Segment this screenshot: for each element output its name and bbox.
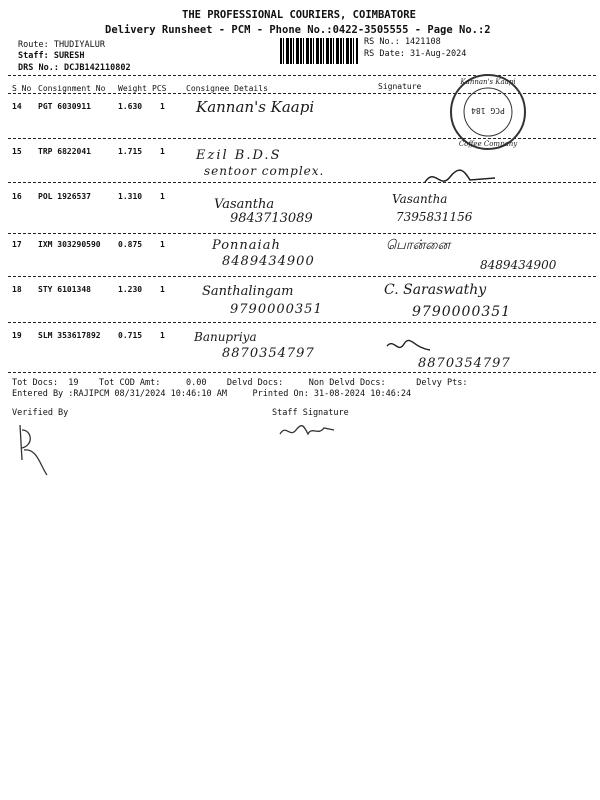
row-consignment: STY 6101348 [38,285,91,294]
col-sno: S No [12,84,32,93]
row-pcs: 1 [160,331,165,340]
entered-by-line: Entered By :RAJIPCM 08/31/2024 10:46:10 AM Printed On: 31-08-2024 10:46:24 [12,389,412,399]
row-weight: 1.630 [118,102,143,111]
row-pcs: 1 [160,240,165,249]
row-consignment: POL 1926537 [38,192,91,201]
row-consignment: TRP 6822041 [38,147,91,156]
verified-by-label: Verified By [12,408,69,418]
row-signature-line2: 8870354797 [418,356,511,371]
row-consignee-line1: Banupriya [194,330,257,344]
row-consignment: SLM 353617892 [38,331,101,340]
row-consignee-line2: 8489434900 [222,254,315,269]
drs-number: DRS No.: DCJB142110802 [18,63,131,73]
row-signature-line2: 7395831156 [396,210,473,224]
row-weight: 1.310 [118,192,143,201]
row-sno: 17 [12,240,22,249]
barcode [280,38,358,64]
divider [8,182,596,183]
row-weight: 1.715 [118,147,143,156]
route-label: Route: THUDIYALUR [18,40,105,50]
row-consignee-line2: sentoor complex. [204,164,325,178]
row-sno: 15 [12,147,22,156]
company-title: THE PROFESSIONAL COURIERS, COIMBATORE [182,9,416,21]
row-consignee-line2: 9843713089 [230,211,313,226]
col-weight: Weight [118,84,147,93]
row-sno: 14 [12,102,22,111]
row-sno: 16 [12,192,22,201]
row-signature-line1: Vasantha [392,192,448,206]
row-signature-line1: C. Saraswathy [384,282,487,298]
signature-scribble [420,162,500,192]
rs-date: RS Date: 31-Aug-2024 [364,49,467,59]
row-pcs: 1 [160,147,165,156]
row-consignment: IXM 303290590 [38,240,101,249]
stamp-number: PCG 184 [471,106,505,115]
row-consignee-line2: 9790000351 [230,302,323,317]
row-sno: 19 [12,331,22,340]
rs-number: RS No.: 1421108 [364,37,441,47]
staff-signature [278,420,338,442]
row-consignment: PGT 6030911 [38,102,91,111]
staff-label: Staff: SURESH [18,51,85,61]
row-signature-line2: 9790000351 [412,304,512,320]
row-consignee-line2: 8870354797 [222,346,315,361]
divider [8,233,596,234]
staff-signature-label: Staff Signature [272,408,349,418]
row-consignee-line1: Ponnaiah [212,238,281,253]
totals-line: Tot Docs: 19 Tot COD Amt: 0.00 Delvd Docs: Non Delvd Docs: Delvy Pts: [12,378,468,388]
col-signature: Signature [378,82,422,91]
divider [8,276,596,277]
row-weight: 1.230 [118,285,143,294]
row-signature-line1: பொன்னை [386,238,451,253]
row-pcs: 1 [160,102,165,111]
row-consignee-line1: Santhalingam [202,284,294,299]
company-stamp [448,72,528,152]
divider [8,322,596,323]
row-weight: 0.875 [118,240,143,249]
runsheet-subtitle: Delivery Runsheet - PCM - Phone No.:0422-3505555 - Page No.:2 [105,24,491,36]
col-consignment: Consignment No [38,84,106,93]
col-consignee-details: Consignee Details [186,84,268,93]
row-pcs: 1 [160,192,165,201]
divider [8,372,596,373]
row-weight: 0.715 [118,331,143,340]
row-consignee-line1: Ezil B.D.S [196,148,282,163]
stamp-text-bottom: Coffee Company [458,140,518,148]
row-pcs: 1 [160,285,165,294]
row-sno: 18 [12,285,22,294]
stamp-text-top: Kannan's Kaapi [460,78,516,86]
row-consignee-line1: Vasantha [214,197,275,212]
verifier-signature [12,420,52,480]
row-consignee-line1: Kannan's Kaapi [196,98,315,116]
row-signature-line2: 8489434900 [480,258,557,272]
col-pcs: PCS [152,84,167,93]
signature-scribble [384,336,434,358]
